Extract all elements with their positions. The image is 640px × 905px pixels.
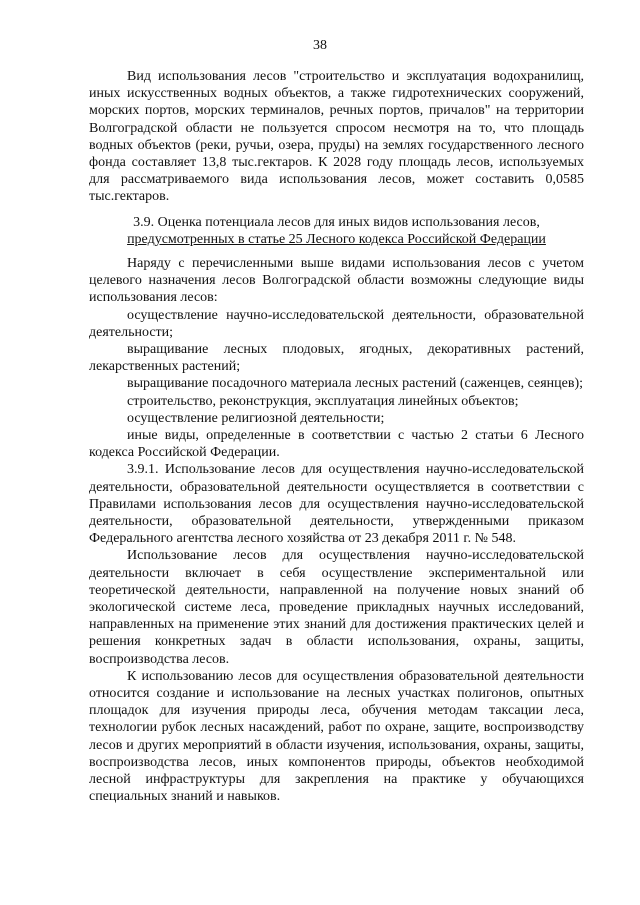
section-heading: [89, 214, 584, 248]
paragraph-education-use: К использованию лесов для осуществления образовательной деятельности относится создание и использование на лесных участках полигонов, опытных площадок для изучения природы леса, обучения методам таксации леса, технологии рубок лесных насаждений, работ по охране, защите, воспроизводству лесов и других мероприятий в области изучения, использования, охраны, защиты, воспроизводства лесов, иных компонентов природы, объектов необходимой лесной инфраструктуры для закрепления на практике у обучающихся специальных знаний и навыков.: [89, 668, 584, 805]
page-number: 38: [313, 38, 327, 53]
list-item: выращивание лесных плодовых, ягодных, декоративных растений, лекарственных растений;: [89, 342, 584, 375]
list-item: строительство, реконструкция, эксплуатация линейных объектов;: [127, 393, 519, 409]
intro-paragraph: Вид использования лесов "строительство и эксплуатация водохранилищ, иных искусственных водных объектов, а также гидротехнических сооружений, морских портов, морских терминалов, речных портов, причалов" на территории Волгоградской области не пользуется спросом несмотря на то, что площадь водных объектов (реки, ручьи, озера, пруды) на землях государственного лесного фонда составляет 13,8 тыс.гектаров. К 2028 году площадь лесов, используемых для рассматриваемого вида использования лесов, может составить 0,0585 тыс.гектаров.: [89, 69, 584, 205]
paragraph-3-9-1: 3.9.1. Использование лесов для осуществления научно-исследовательской деятельности, образовательной деятельности осуществляется в соответствии с Правилами использования лесов для осуществления научно-исследовательской деятельности, образовательной деятельности, утвержденными приказом Федерального агентства лесного хозяйства от 23 декабря 2011 г. № 548.: [89, 462, 584, 547]
list-intro-paragraph: Наряду с перечисленными выше видами использования лесов с учетом целевого назначения лесов Волгоградской области возможны следующие виды использования лесов:: [89, 256, 584, 306]
list-item: выращивание посадочного материала лесных растений (саженцев, сеянцев);: [127, 376, 584, 392]
list-item: осуществление научно-исследовательской деятельности, образовательной деятельности;: [89, 307, 584, 340]
paragraph-research-use: Использование лесов для осуществления научно-исследовательской деятельности включает в себя осуществление экспериментальной или теоретической деятельности, направленной на получение новых знаний об экологической системе леса, проведение прикладных научных исследований, направленных на применение этих знаний для достижения практических целей и решения конкретных задач в области использования, охраны, защиты, воспроизводства лесов.: [89, 548, 584, 667]
list-item: осуществление религиозной деятельности;: [127, 410, 385, 426]
section-heading-line2: предусмотренных в статье 25 Лесного кодекса Российской Федерации: [127, 232, 546, 248]
list-item: иные виды, определенные в соответствии с частью 2 статьи 6 Лесного кодекса Российской Федерации.: [89, 428, 584, 461]
main-block: [89, 255, 584, 806]
section-heading-line1: 3.9. Оценка потенциала лесов для иных видов использования лесов,: [133, 215, 540, 230]
intro-block: [89, 68, 584, 206]
